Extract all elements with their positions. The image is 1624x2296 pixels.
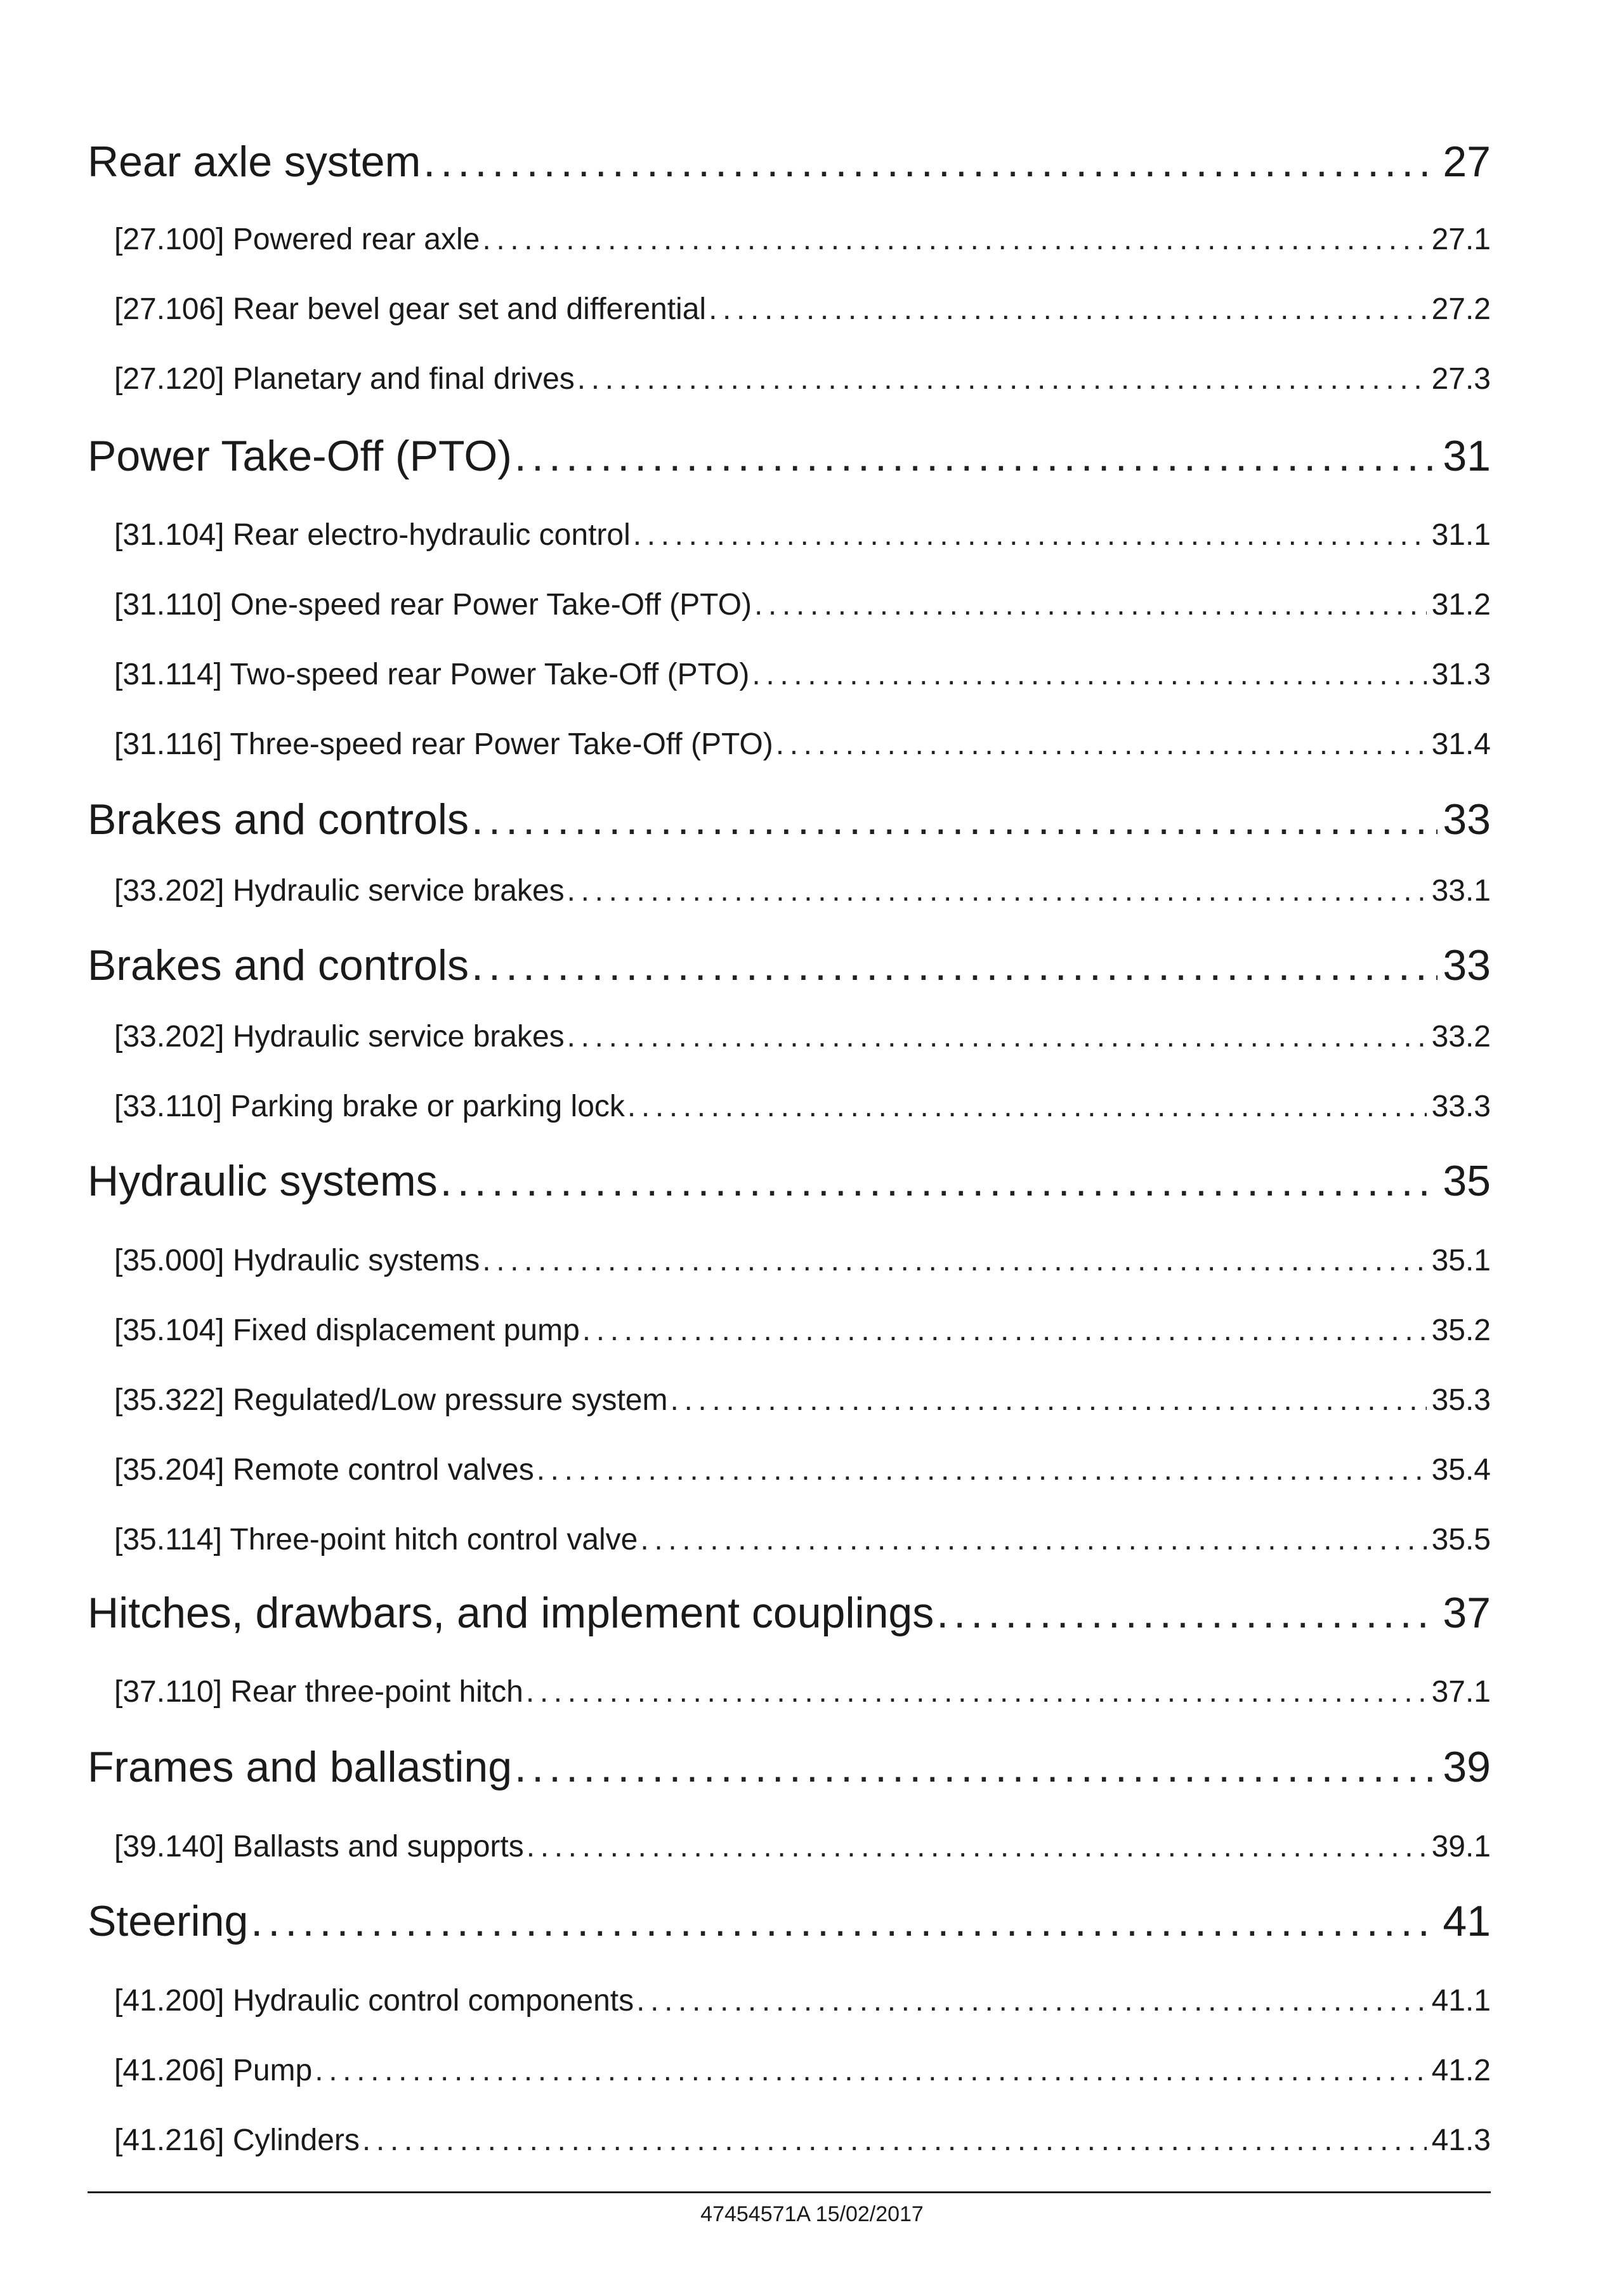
- toc-entry-label: [27.100] Powered rear axle: [114, 223, 480, 256]
- toc-entry-page: 41.3: [1431, 2123, 1491, 2157]
- toc-entry-4[interactable]: [88, 431, 1491, 488]
- dot-leader: [440, 1156, 1438, 1206]
- toc-entry-26[interactable]: [114, 2053, 1491, 2095]
- toc-entry-label: [35.322] Regulated/Low pressure system: [114, 1383, 668, 1417]
- toc-entry-18[interactable]: [114, 1452, 1491, 1494]
- toc-entry-page: 41: [1443, 1897, 1491, 1945]
- toc-entry-12[interactable]: [114, 1019, 1491, 1061]
- toc-entry-label: Steering: [88, 1897, 249, 1945]
- dot-leader: [670, 1383, 1426, 1418]
- toc-entry-page: 41.2: [1431, 2054, 1491, 2087]
- toc-entry-label: [27.120] Planetary and final drives: [114, 362, 575, 396]
- dot-leader: [577, 362, 1427, 396]
- toc-entry-3[interactable]: [114, 362, 1491, 403]
- toc-entry-page: 31.3: [1431, 658, 1491, 691]
- toc-entry-19[interactable]: [114, 1522, 1491, 1564]
- toc-entry-page: 33: [1443, 795, 1491, 844]
- toc-entry-label: [27.106] Rear bevel gear set and differential: [114, 292, 707, 326]
- dot-leader: [709, 292, 1427, 327]
- toc-entry-6[interactable]: [114, 587, 1491, 629]
- toc-entry-5[interactable]: [114, 518, 1491, 559]
- toc-entry-label: [35.104] Fixed displacement pump: [114, 1314, 580, 1347]
- toc-entry-label: Hitches, drawbars, and implement couplings: [88, 1589, 934, 1637]
- toc-entry-label: Frames and ballasting: [88, 1743, 513, 1791]
- dot-leader: [526, 1674, 1427, 1709]
- toc-entry-25[interactable]: [114, 1983, 1491, 2025]
- toc-entry-label: [31.110] One-speed rear Power Take-Off (PTO): [114, 588, 752, 622]
- toc-entry-page: 33.3: [1431, 1090, 1491, 1123]
- toc-entry-0[interactable]: [88, 137, 1491, 194]
- footer-divider: [88, 2191, 1491, 2193]
- toc-entry-label: Brakes and controls: [88, 795, 469, 844]
- toc-entry-label: Rear axle system: [88, 138, 421, 186]
- toc-entry-21[interactable]: [114, 1674, 1491, 1716]
- toc-entry-label: [35.204] Remote control valves: [114, 1453, 534, 1487]
- dot-leader: [936, 1588, 1437, 1638]
- toc-entry-20[interactable]: [88, 1588, 1491, 1645]
- toc-entry-page: 35.2: [1431, 1314, 1491, 1347]
- toc-entry-page: 35.3: [1431, 1383, 1491, 1417]
- dot-leader: [754, 587, 1427, 622]
- dot-leader: [514, 1742, 1437, 1792]
- toc-entry-page: 37: [1443, 1589, 1491, 1637]
- toc-entry-label: [33.202] Hydraulic service brakes: [114, 1020, 565, 1053]
- toc-entry-page: 27: [1443, 138, 1491, 186]
- toc-entry-page: 39.1: [1431, 1830, 1491, 1863]
- footer-doc-id: 47454571A 15/02/2017: [700, 2202, 924, 2226]
- toc-entry-22[interactable]: [88, 1742, 1491, 1799]
- dot-leader: [482, 1243, 1426, 1278]
- toc-entry-page: 41.1: [1431, 1984, 1491, 2018]
- toc-entry-page: 31.2: [1431, 588, 1491, 622]
- toc-entry-page: 33: [1443, 941, 1491, 989]
- toc-entry-page: 27.1: [1431, 223, 1491, 256]
- toc-entry-1[interactable]: [114, 222, 1491, 264]
- toc-entry-7[interactable]: [114, 657, 1491, 699]
- dot-leader: [752, 657, 1426, 692]
- dot-leader: [537, 1452, 1427, 1487]
- toc-entry-label: [35.000] Hydraulic systems: [114, 1244, 480, 1277]
- toc-entry-label: [31.114] Two-speed rear Power Take-Off (PTO): [114, 658, 750, 691]
- dot-leader: [567, 1019, 1427, 1054]
- toc-entry-2[interactable]: [114, 292, 1491, 334]
- toc-entry-label: Brakes and controls: [88, 941, 469, 989]
- dot-leader: [482, 222, 1426, 257]
- toc-entry-16[interactable]: [114, 1313, 1491, 1355]
- dot-leader: [640, 1522, 1426, 1557]
- dot-leader: [315, 2053, 1426, 2088]
- toc-entry-label: [35.114] Three-point hitch control valve: [114, 1523, 638, 1556]
- dot-leader: [423, 137, 1437, 186]
- toc-entry-page: 31.4: [1431, 727, 1491, 761]
- dot-leader: [251, 1896, 1437, 1946]
- toc-entry-23[interactable]: [114, 1829, 1491, 1871]
- toc-entry-label: [41.206] Pump: [114, 2054, 313, 2087]
- toc-entry-14[interactable]: [88, 1156, 1491, 1213]
- toc-entry-10[interactable]: [114, 873, 1491, 915]
- dot-leader: [527, 1829, 1427, 1864]
- toc-entry-17[interactable]: [114, 1383, 1491, 1425]
- dot-leader: [514, 431, 1437, 481]
- toc-entry-label: [37.110] Rear three-point hitch: [114, 1675, 523, 1709]
- toc-entry-page: 35.4: [1431, 1453, 1491, 1487]
- dot-leader: [776, 727, 1427, 762]
- toc-entry-9[interactable]: [88, 795, 1491, 852]
- toc-entry-13[interactable]: [114, 1089, 1491, 1131]
- toc-entry-label: [31.104] Rear electro-hydraulic control: [114, 518, 631, 552]
- toc-entry-page: 27.3: [1431, 362, 1491, 396]
- toc-entry-label: Power Take-Off (PTO): [88, 432, 512, 480]
- dot-leader: [633, 518, 1427, 552]
- dot-leader: [362, 2123, 1427, 2158]
- dot-leader: [471, 941, 1437, 990]
- toc-entry-page: 33.1: [1431, 874, 1491, 908]
- toc-entry-label: [33.110] Parking brake or parking lock: [114, 1090, 625, 1123]
- toc-entry-page: 33.2: [1431, 1020, 1491, 1053]
- toc-entry-label: [39.140] Ballasts and supports: [114, 1830, 524, 1863]
- dot-leader: [627, 1089, 1427, 1124]
- dot-leader: [582, 1313, 1427, 1348]
- toc-entry-8[interactable]: [114, 727, 1491, 769]
- toc-entry-11[interactable]: [88, 941, 1491, 998]
- toc-entry-page: 39: [1443, 1743, 1491, 1791]
- toc-entry-label: [31.116] Three-speed rear Power Take-Off (PTO): [114, 727, 773, 761]
- toc-entry-24[interactable]: [88, 1896, 1491, 1954]
- toc-entry-27[interactable]: [114, 2123, 1491, 2165]
- toc-entry-label: [41.216] Cylinders: [114, 2123, 360, 2157]
- dot-leader: [567, 873, 1427, 908]
- toc-entry-label: [33.202] Hydraulic service brakes: [114, 874, 565, 908]
- toc-entry-page: 27.2: [1431, 292, 1491, 326]
- toc-entry-page: 35.5: [1431, 1523, 1491, 1556]
- dot-leader: [636, 1983, 1426, 2018]
- toc-entry-15[interactable]: [114, 1243, 1491, 1285]
- toc-entry-label: [41.200] Hydraulic control components: [114, 1984, 634, 2018]
- toc-entry-page: 35: [1443, 1157, 1491, 1205]
- dot-leader: [471, 795, 1437, 844]
- toc-entry-page: 31.1: [1431, 518, 1491, 552]
- toc-entry-page: 31: [1443, 432, 1491, 480]
- toc-entry-label: Hydraulic systems: [88, 1157, 438, 1205]
- toc-entry-page: 35.1: [1431, 1244, 1491, 1277]
- toc-entry-page: 37.1: [1431, 1675, 1491, 1709]
